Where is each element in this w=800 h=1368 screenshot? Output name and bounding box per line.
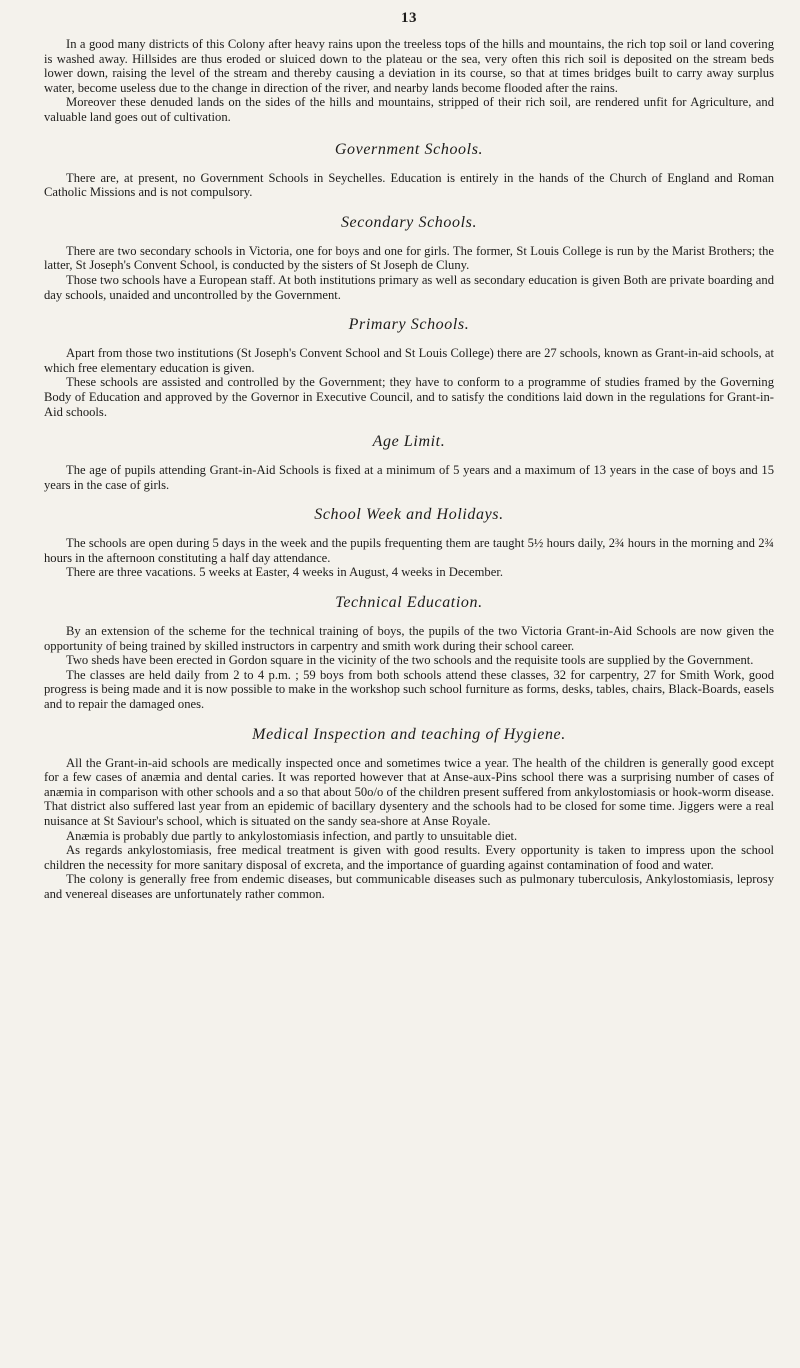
government-schools-heading: Government Schools. xyxy=(334,140,484,158)
intro-paragraph-denuded-lands: Moreover these denuded lands on the sides of the hills and mountains, stripped of their rich soil, are rendered unfit for Agriculture, and valuable land goes out of cultivation. xyxy=(44,95,774,124)
technical-education-section xyxy=(44,594,774,712)
page-number: 13 xyxy=(401,10,417,26)
technical-education-paragraph-1: By an extension of the scheme for the technical training of boys, the pupils of the two Victoria Grant-in-Aid Schools are now given the opportunity of being trained by skilled instructors in carpentry and smith work during their school career. xyxy=(44,624,774,653)
medical-inspection-paragraph-3: As regards ankylostomiasis, free medical treatment is given with good results. Every opportunity is taken to impress upon the school children the necessity for more sanitary disposal of excreta, and the importance of guarding against contamination of food and water. xyxy=(44,843,774,872)
school-week-section xyxy=(44,506,774,580)
medical-inspection-paragraph-4: The colony is generally free from endemic diseases, but communicable diseases such as pulmonary tuberculosis, Ankylostomiasis, leprosy and venereal diseases are unfortunately rather common. xyxy=(44,872,774,901)
secondary-schools-section xyxy=(44,214,774,302)
secondary-schools-paragraph-2: Those two schools have a European staff. At both institutions primary as well as secondary education is given Both are private boarding and day schools, unaided and uncontrolled by the Government. xyxy=(44,272,774,302)
medical-inspection-paragraph-1: All the Grant-in-aid schools are medically inspected once and sometimes twice a year. The health of the children is generally good except for a few cases of anæmia and dental caries. It was reported however that at Anse-aux-Pins school there was a surprising number of cases of anæmia in comparison with other schools and a so that about 50o/o of the children present suffered from ankylostomiasis or hook-worm disease. That district also suffered last year from an epidemic of bacillary dysentery and the schools had to be closed for some time. Jiggers were a real nuisance at St Saviour's school, which is situated on the sandy sea-shore at Anse Royale. xyxy=(44,755,774,828)
medical-inspection-paragraph-2: Anæmia is probably due partly to ankylostomiasis infection, and partly to unsuitable diet. xyxy=(66,828,518,843)
primary-schools-paragraph-2: These schools are assisted and controlled by the Government; they have to conform to a programme of studies framed by the Governing Body of Education and approved by the Governor in Executive Council, and to satisfy the conditions laid down in the regulations for Grant-in-Aid schools. xyxy=(44,375,774,419)
intro-paragraph-erosion: In a good many districts of this Colony after heavy rains upon the treeless tops of the hills and mountains, the rich top soil or land covering is washed away. Hillsides are thus eroded or sluiced down to the plateau or the sea, very often this rich soil is deposited on the stream beds lower down, raising the level of the stream and thereby causing a deviation in its course, so that at times bridges built to carry away surplus water, become useless due to the change in direction of the river, and nearby lands become flooded after the rains. xyxy=(44,37,774,95)
secondary-schools-heading: Secondary Schools. xyxy=(340,213,478,231)
government-schools-paragraph: There are, at present, no Government Schools in Seychelles. Education is entirely in the hands of the Church of England and Roman Catholic Missions and is not compulsory. xyxy=(44,170,774,200)
age-limit-section xyxy=(44,433,774,492)
medical-inspection-heading: Medical Inspection and teaching of Hygiene. xyxy=(252,725,566,743)
primary-schools-paragraph-1: Apart from those two institutions (St Joseph's Convent School and St Louis College) there are 27 schools, known as Grant-in-aid schools, at which free elementary education is given. xyxy=(44,346,774,375)
primary-schools-heading: Primary Schools. xyxy=(348,316,470,334)
age-limit-paragraph: The age of pupils attending Grant-in-Aid Schools is fixed at a minimum of 5 years and a maximum of 13 years in the case of boys and 15 years in the case of girls. xyxy=(44,463,774,492)
technical-education-heading: Technical Education. xyxy=(335,594,483,612)
age-limit-heading: Age Limit. xyxy=(372,433,446,451)
government-schools-section xyxy=(44,141,774,200)
primary-schools-section xyxy=(44,316,774,419)
technical-education-paragraph-3: The classes are held daily from 2 to 4 p.m. ; 59 boys from both schools attend these classes, 32 for carpentry, 27 for Smith Work, good progress is being made and it is now possible to make in the workshop such school furniture as forms, desks, tables, chairs, Black-Boards, easels and to repair the damaged ones. xyxy=(44,667,774,712)
school-week-paragraph-2: There are three vacations. 5 weeks at Easter, 4 weeks in August, 4 weeks in December. xyxy=(66,565,503,580)
school-week-heading: School Week and Holidays. xyxy=(314,506,504,524)
secondary-schools-paragraph-1: There are two secondary schools in Victoria, one for boys and one for girls. The former, St Louis College is run by the Marist Brothers; the latter, St Joseph's Convent School, is conducted by the sisters of St Joseph de Cluny. xyxy=(44,243,774,273)
intro-section xyxy=(44,37,774,125)
medical-inspection-section xyxy=(44,726,774,902)
document-page xyxy=(44,10,774,902)
technical-education-paragraph-2: Two sheds have been erected in Gordon square in the vicinity of the two schools and the requisite tools are supplied by the Government. xyxy=(66,653,754,668)
school-week-paragraph-1: The schools are open during 5 days in the week and the pupils frequenting them are taught 5½ hours daily, 2¾ hours in the morning and 2¾ hours in the afternoon constituting a half day attendance. xyxy=(44,536,774,565)
